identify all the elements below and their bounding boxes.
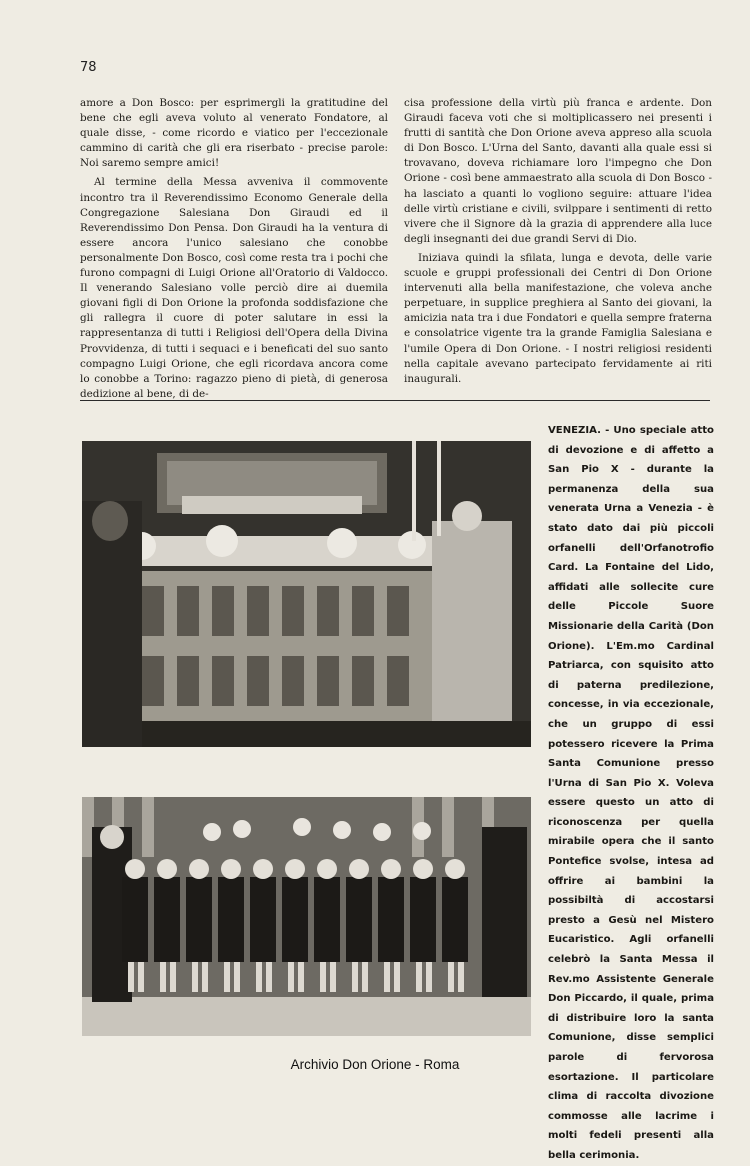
orphans-group-image bbox=[82, 797, 531, 1036]
article-right-column bbox=[404, 96, 712, 387]
urn-altar-image bbox=[82, 441, 531, 747]
photo-urn-altar bbox=[82, 441, 531, 747]
photo-caption: VENEZIA. - Uno speciale atto di devozione e di affetto a San Pio X - durante la permanenza della sua venerata Urna a Venezia - è stato dato dai più piccoli orfanelli dell'Orfanotrofio Card. La Fontaine del Lido, affidati alle sollecite cure delle Piccole Suore Missionarie della Carità (Don Orione). L'Em.mo Cardinal Patriarca, con squisito atto di paterna predilezione, concesse, in via eccezionale, che un gruppo di essi potessero ricevere la Prima Santa Comunione presso l'Urna di San Pio X. Voleva essere questo un atto di riconoscenza per quella mirabile opera che il santo Pontefice svolse, intesa ad offrire ai bambini la possibiltà di accostarsi presto a Gesù nel Mistero Eucaristico. Agli orfanelli celebrò la Santa Messa il Rev.mo Assistente Generale Don Piccardo, il quale, prima di distribuire loro la santa Comunione, disse semplici parole di fervorosa esortazione. Il particolare clima di raccolta divozione commosse alle lacrime i molti fedeli presenti alla bella cerimonia. bbox=[548, 425, 714, 1161]
page-number: 78 bbox=[80, 60, 97, 75]
archive-credit: Archivio Don Orione - Roma bbox=[290, 1057, 460, 1072]
photo-orphans-group bbox=[82, 797, 531, 1036]
article-left-column bbox=[80, 96, 388, 402]
left-paragraph-2: Al termine della Messa avveniva il commovente incontro tra il Reverendissimo Economo Generale della Congregazione Salesiana Don Giraudi ed il Reverendissimo Don Pensa. Don Giraudi ha la ventura di essere ancora l'unico salesiano che conobbe personalmente Don Bosco, così come resta tra i pochi che furono compagni di Luigi Orione all'Oratorio di Valdocco. Il venerando Salesiano volle perciò dire ai duemila giovani figli di Don Orione la profonda soddisfazione che gli rallegra il cuore di poter salutare in essi la rappresentanza di tutti i Religiosi dell'Opera della Divina Provvidenza, di tutti i sequaci e i beneficati del suo santo compagno Luigi Orione, che egli ricordava ancora come lo conobbe a Torino: ragazzo pieno di pietà, di generosa dedizione al bene, di de- bbox=[80, 176, 388, 400]
right-paragraph-1: cisa professione della virtù più franca e ardente. Don Giraudi faceva voti che si moltiplicassero nei presenti i frutti di santità che Don Orione aveva appreso alla scuola di Don Bosco. L'Urna del Santo, davanti alla quale essi si trovavano, doveva richiamare loro l'impegno che Don Orione - così bene ammaestrato alla scuola di Don Bosco - ha lasciato a quanti lo vogliono seguire: attuare l'idea delle virtù cristiane e civili, svilppare i sentimenti di retto vivere che il Signore dà la grazia di apprendere alla luce degli insegnanti dei due grandi Servi di Dio. bbox=[404, 97, 712, 245]
left-paragraph-1: amore a Don Bosco: per esprimergli la gratitudine del bene che egli aveva voluto al venerato Fondatore, al quale disse, - come ricordo e viatico per l'eccezionale cammino di carità che gli era riserbato - precise parole: Noi saremo sempre amici! bbox=[80, 97, 388, 170]
section-divider bbox=[80, 400, 710, 401]
right-paragraph-2: Iniziava quindi la sfilata, lunga e devota, delle varie scuole e gruppi professionali dei Centri di Don Orione intervenuti alla bella manifestazione, che voleva anche perpetuare, in supplice preghiera al Santo dei giovani, la amicizia nata tra i due Fondatori e quella sempre fraterna e consolatrice vigente tra la grande Famiglia Salesiana e l'umile Opera di Don Orione. - I nostri religiosi residenti nella capitale avevano partecipato fervidamente ai riti inaugurali. bbox=[404, 251, 712, 385]
